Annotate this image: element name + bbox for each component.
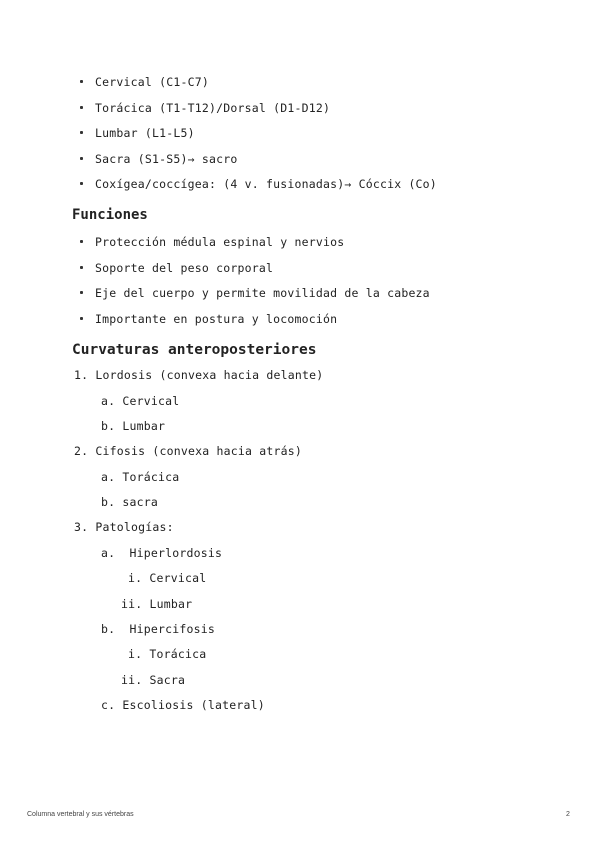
outline-item: b. Hipercifosis — [101, 622, 215, 636]
bullet-icon — [80, 291, 83, 294]
bullet-icon — [80, 106, 83, 109]
outline-item: ii. Sacra — [121, 673, 186, 687]
bullet-icon — [80, 131, 83, 134]
list-item: Eje del cuerpo y permite movilidad de la cabeza — [80, 286, 430, 312]
outline-item: 3. Patologías: — [74, 520, 174, 534]
outline-item: b. sacra — [101, 495, 158, 509]
list-item: Importante en postura y locomoción — [80, 312, 430, 338]
outline-item: 2. Cifosis (convexa hacia atrás) — [74, 444, 302, 458]
footer-title: Columna vertebral y sus vértebras — [27, 811, 134, 818]
list-item: Sacra (S1-S5)→ sacro — [80, 152, 437, 178]
outline-item: a. Hiperlordosis — [101, 546, 223, 560]
bullet-icon — [80, 240, 83, 243]
bullet-icon — [80, 80, 83, 83]
list-item: Protección médula espinal y nervios — [80, 235, 430, 261]
vertebral-regions-list — [80, 75, 437, 203]
bullet-icon — [80, 182, 83, 185]
section-heading-funciones: Funciones — [72, 207, 148, 223]
list-item: Lumbar (L1-L5) — [80, 126, 437, 152]
outline-item: a. Torácica — [101, 470, 180, 484]
outline-item: i. Torácica — [128, 647, 207, 661]
bullet-icon — [80, 266, 83, 269]
outline-item: ii. Lumbar — [121, 597, 193, 611]
outline-item: b. Lumbar — [101, 419, 166, 433]
section-heading-curvaturas: Curvaturas anteroposteriores — [72, 342, 317, 358]
outline-item: 1. Lordosis (convexa hacia delante) — [74, 368, 324, 382]
outline-item: a. Cervical — [101, 394, 180, 408]
outline-item: c. Escoliosis (lateral) — [101, 698, 265, 712]
list-item: Soporte del peso corporal — [80, 261, 430, 287]
list-item: Coxígea/coccígea: (4 v. fusionadas)→ Cóccix (Co) — [80, 177, 437, 203]
page-number: 2 — [566, 811, 570, 818]
bullet-icon — [80, 317, 83, 320]
outline-item: i. Cervical — [128, 571, 207, 585]
list-item: Torácica (T1-T12)/Dorsal (D1-D12) — [80, 101, 437, 127]
funciones-list — [80, 235, 430, 337]
bullet-icon — [80, 157, 83, 160]
list-item: Cervical (C1-C7) — [80, 75, 437, 101]
